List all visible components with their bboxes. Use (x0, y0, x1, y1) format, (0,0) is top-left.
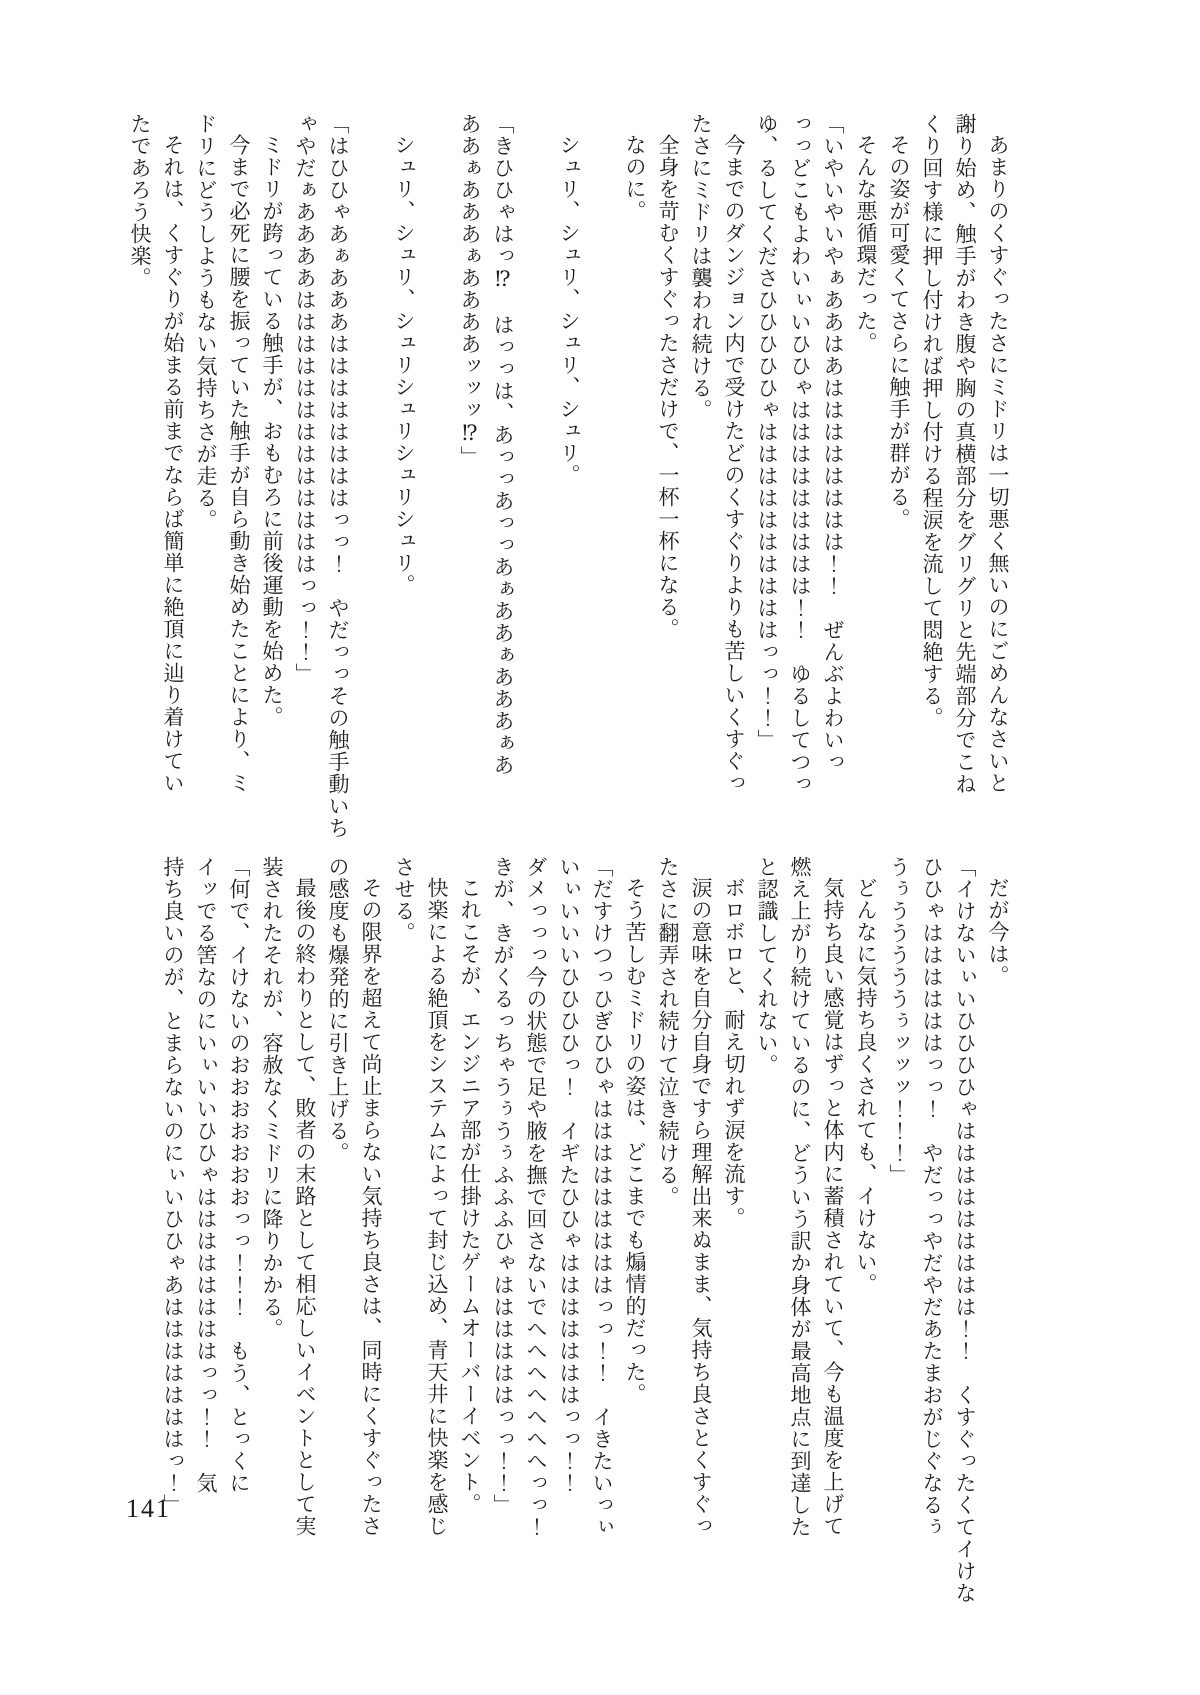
text-column: それは、くすぐりが始まる前までならば簡単に絶頂に辿り着けてい (161, 134, 185, 794)
blank-column (354, 113, 387, 813)
blank-column (585, 113, 618, 813)
text-column: 快楽による絶頂をシステムによって封じ込め、青天井に快楽を感じ (425, 877, 449, 1537)
text-column: シュリ、シュリ、シュリ、シュリ。 (557, 134, 581, 486)
top-text-block (123, 113, 1014, 839)
text-column: うぅうううううぅッッッ！！！」 (887, 856, 911, 1186)
text-column: 最後の終わりとして、敗者の末路として相応しいイベントとして実 (293, 877, 317, 1537)
text-column: たであろう快楽。 (128, 113, 152, 289)
text-column: その限界を超えて尚止まらない気持ち良さは、同時にくすぐったさ (359, 877, 383, 1537)
text-column: 「はひひゃあぁあああははははははははっっ！ やだっっその触手動いち (326, 113, 350, 839)
text-column: 「だすけつっひぎひひゃはははははははははっっ！！ イきたいっぃ (590, 856, 614, 1538)
text-column: その姿が可愛くてさらに触手が群がる。 (887, 134, 911, 530)
text-column: と認識してくれない。 (755, 856, 779, 1076)
text-column: 気持ち良い感覚はずっと体内に蓄積されていて、今も温度を上げて (821, 877, 845, 1537)
text-column: きが、きがくるっちゃうぅうぅふふふひゃははははははっっ！！」 (491, 856, 515, 1516)
text-column: 「イけないぃいひひひひゃははははははははは！！ くすぐったくてイけな (953, 856, 977, 1604)
text-column: ドリにどうしようもない気持ちさが走る。 (194, 113, 218, 531)
text-column: の感度も爆発的に引き上げる。 (326, 856, 350, 1164)
blank-column (420, 113, 453, 813)
text-column: 涙の意味を自分自身ですら理解出来ぬまま、気持ち良さとくすぐっ (689, 877, 713, 1537)
text-column: これこそが、エンジニア部が仕掛けたゲームオーバーイベント。 (458, 877, 482, 1515)
page-number: 141 (126, 1494, 171, 1523)
text-column: なのに。 (623, 134, 647, 222)
text-column: させる。 (392, 856, 416, 944)
text-column: あまりのくすぐったさにミドリは一切悪く無いのにごめんなさいと (986, 134, 1010, 794)
text-column: そう苦しむミドリの姿は、どこまでも煽情的だった。 (623, 877, 647, 1405)
text-column: 持ち良いのが、とまらないのにぃいひひゃあはははははははっ！」 (161, 856, 185, 1516)
text-column: ダメっっっ今の状態で足や腋を撫で回さないでへへへへへへへっっ！ (524, 856, 548, 1538)
text-column: ああぁあああぁああああッッッ⁉」 (458, 113, 482, 468)
text-column: 「いやいやいやぁああはあはははははははは！！ ぜんぶよわいっ (821, 113, 845, 773)
text-column: 装されたそれが、容赦なくミドリに降りかかる。 (260, 856, 284, 1340)
text-column: 謝り始め、触手がわき腹や胸の真横部分をグリグリと先端部分でこね (953, 113, 977, 795)
text-column: シュリ、シュリ、シュリシュリシュリシュリ。 (392, 134, 416, 596)
text-column: だが今は。 (986, 877, 1010, 987)
text-column: っっどこもよわいぃいひひゃははははははははは！！ ゆるしてつっ (788, 113, 812, 795)
text-column: くり回す様に押し付ければ押し付ける程涙を流して悶絶する。 (920, 113, 944, 729)
text-column: どんなに気持ち良くされても、イけない。 (854, 877, 878, 1295)
text-column: 燃え上がり続けているのに、どういう訳か身体が最高地点に到達した (788, 856, 812, 1538)
text-column: たさに翻弄され続けて泣き続ける。 (656, 856, 680, 1208)
text-column: ひひゃははははははっっ！ やだっっやだやだあたまおがじぐなるぅ (920, 856, 944, 1538)
text-column: 「何で、イけないのおおおおおおおっっ！！！ もう、とっくに (227, 856, 251, 1494)
text-column: イッでる筈なのにいぃいいひひゃははははははははっっ！！ 気 (194, 856, 218, 1494)
text-column: 今までのダンジョン内で受けたどのくすぐりよりも苦しいくすぐっ (722, 134, 746, 794)
text-column: ゆ、るしてくださひひひひひゃははははははははははっっ！！」 (755, 113, 779, 751)
text-column: ミドリが跨っている触手が、おもむろに前後運動を始めた。 (260, 134, 284, 728)
text-column: 今まで必死に腰を振っていた触手が自ら動き始めたことにより、ミ (227, 134, 251, 794)
text-column: いぃいいいひひひひっ！ イギたひひゃはははははははっっ！！ (557, 856, 581, 1494)
text-column: ボロボロと、耐え切れず涙を流す。 (722, 877, 746, 1229)
text-column: 全身を苛むくすぐったさだけで、一杯一杯になる。 (656, 134, 680, 640)
text-column: ゃやだぁああああはははははははははははははっっ！！」 (293, 113, 317, 685)
text-column: たさにミドリは襲われ続ける。 (689, 113, 713, 421)
bottom-text-block (156, 856, 1014, 1604)
text-column: 「きひひゃはっ⁉ はっっは、あっっあっっあぁああぁあああぁあ (491, 113, 515, 776)
text-column: そんな悪循環だった。 (854, 134, 878, 354)
blank-column (519, 113, 552, 813)
